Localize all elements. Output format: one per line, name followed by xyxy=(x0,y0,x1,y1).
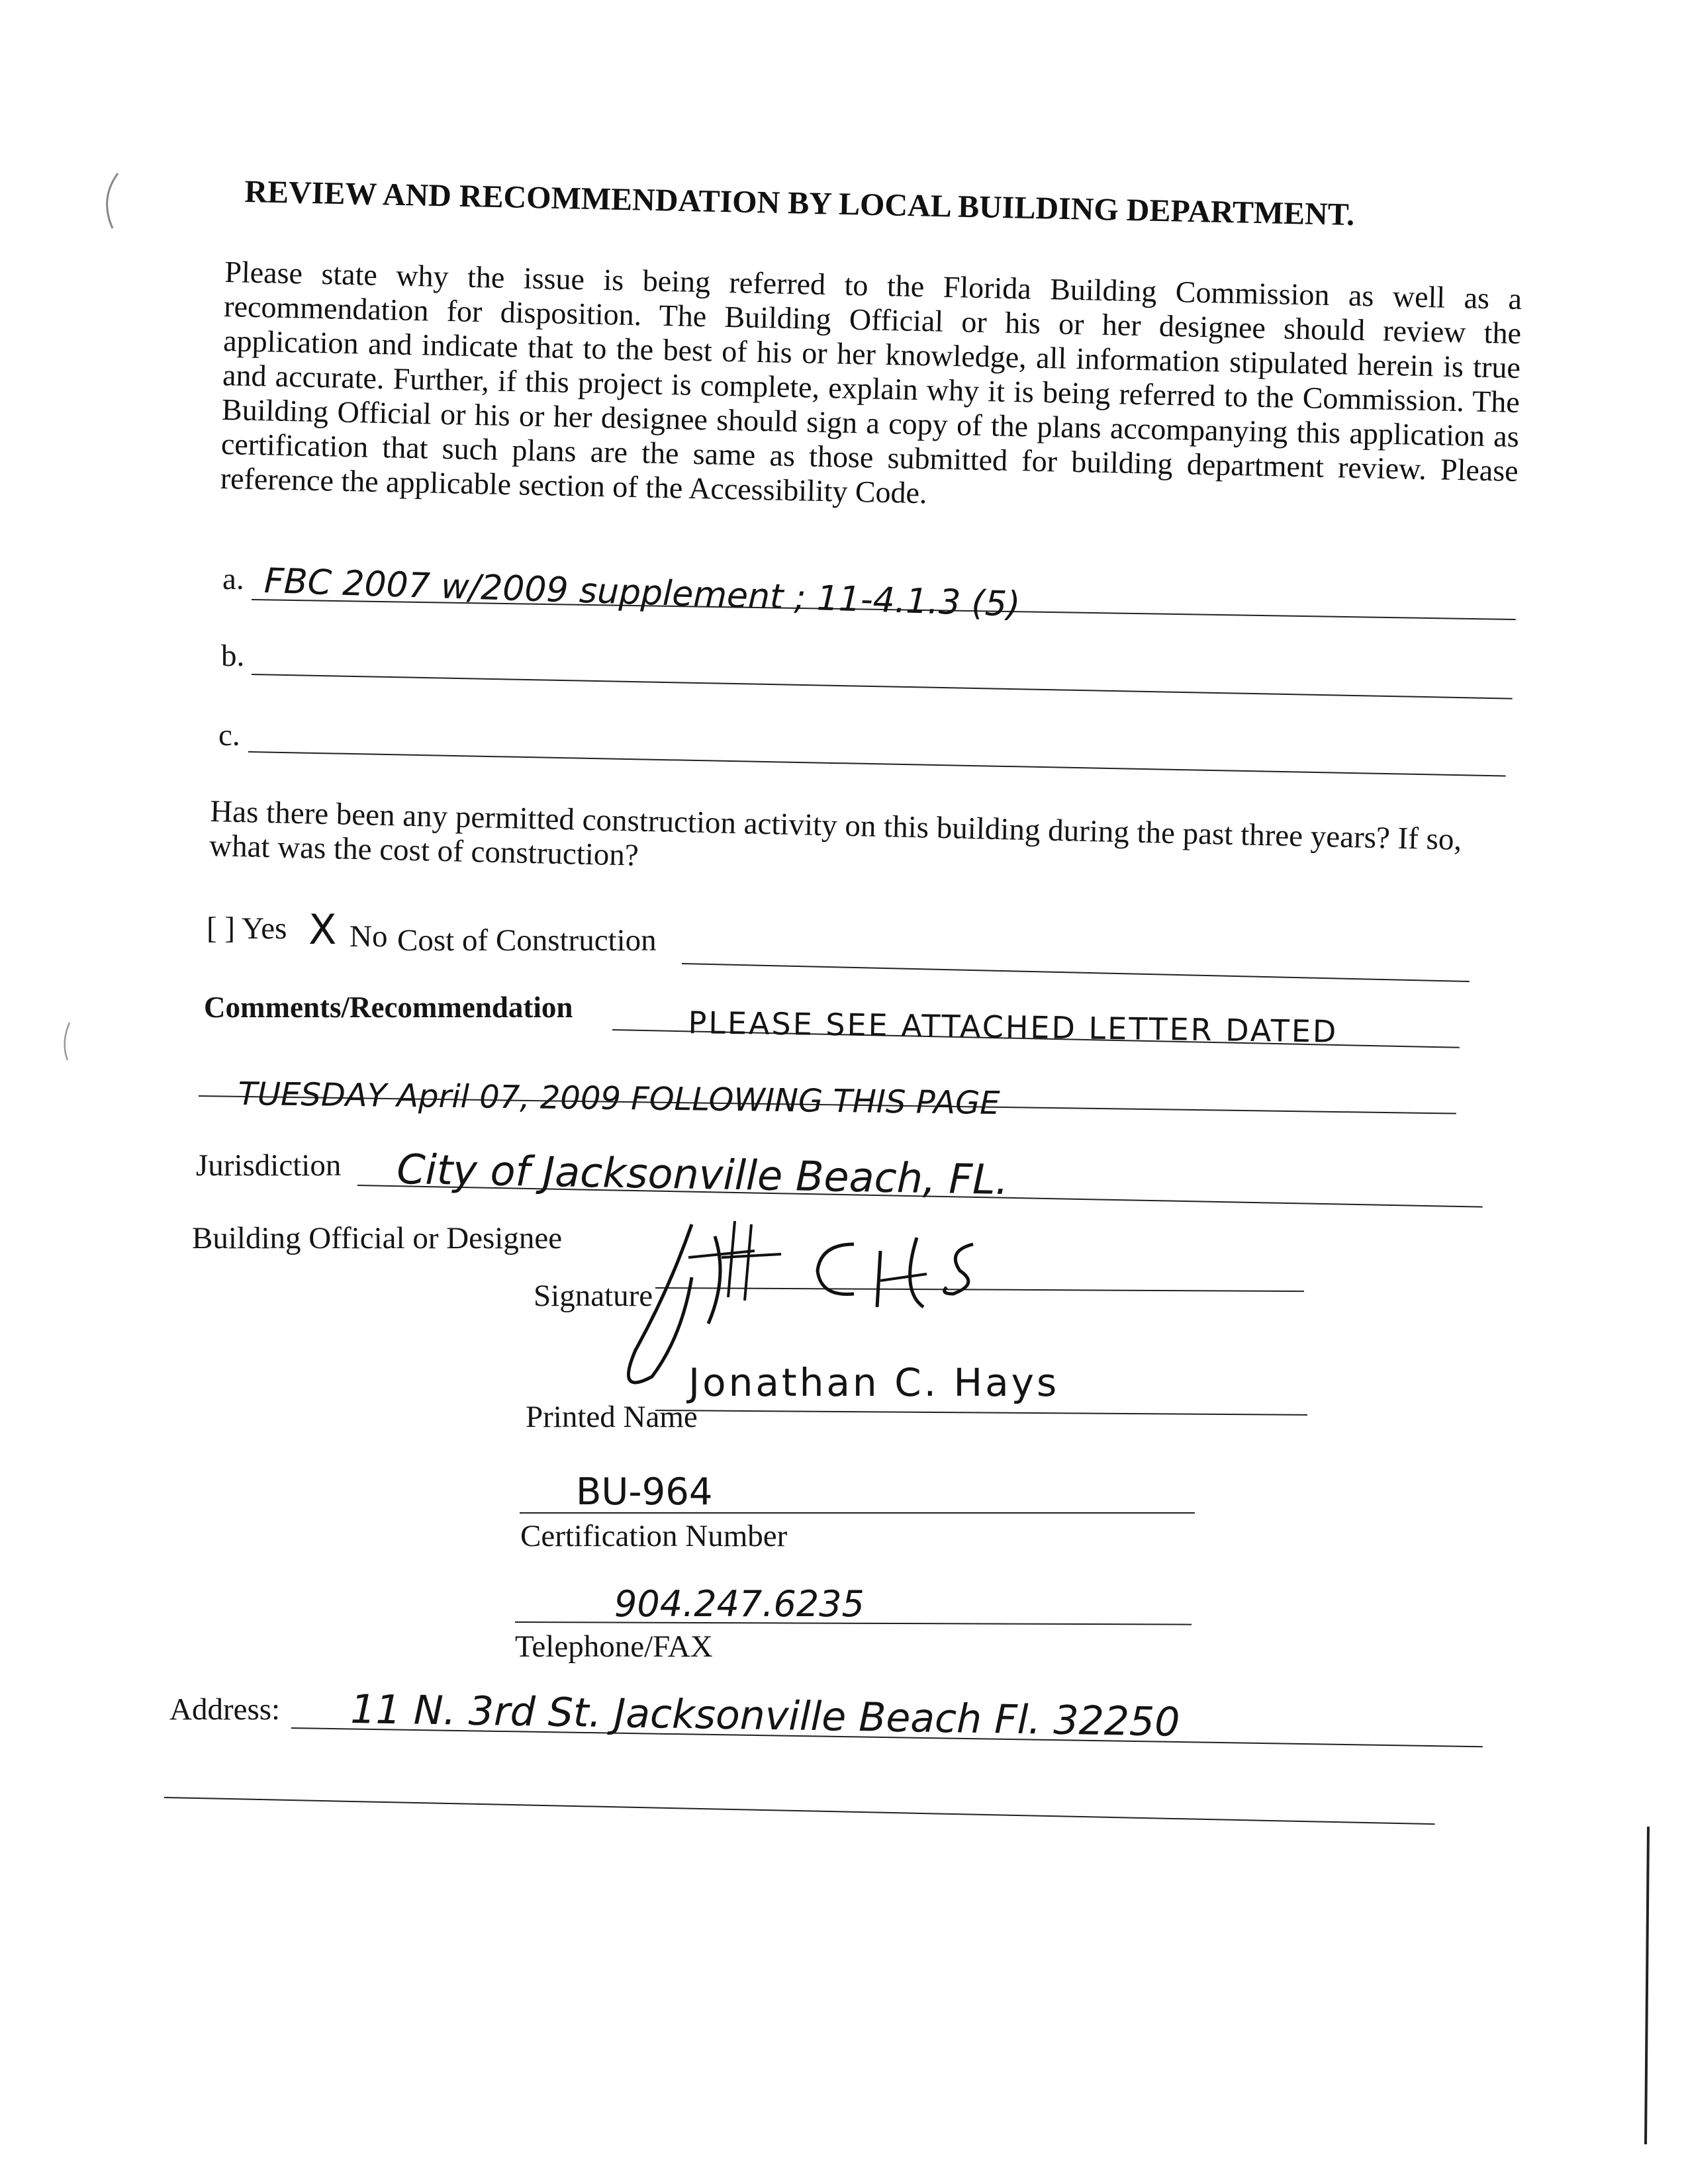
cert-number-value[interactable]: BU-964 xyxy=(576,1471,713,1514)
comments-label: Comments/Recommendation xyxy=(204,991,573,1024)
cert-number-label: Certification Number xyxy=(520,1519,788,1553)
signature-label: Signature xyxy=(534,1279,653,1313)
no-option[interactable]: No xyxy=(350,919,388,954)
address-value[interactable]: 11 N. 3rd St. Jacksonville Beach Fl. 32250 xyxy=(350,1686,1180,1746)
cost-label: Cost of Construction xyxy=(397,923,657,958)
phone-label: Telephone/FAX xyxy=(515,1629,713,1664)
no-checkmark[interactable]: X xyxy=(308,905,337,954)
construction-question: Has there been any permitted construction activity on this building during the past three years? If so, what was the cost of construction? xyxy=(209,794,1462,873)
address-label: Address: xyxy=(169,1692,281,1727)
item-b-label: b. xyxy=(221,639,245,673)
jurisdiction-label: Jurisdiction xyxy=(196,1148,342,1183)
printed-name-value[interactable]: Jonathan C. Hays xyxy=(688,1360,1060,1405)
comments-value-line2[interactable]: TUESDAY April 07, 2009 FOLLOWING THIS PAGE xyxy=(238,1075,1000,1122)
item-a-label: a. xyxy=(222,562,244,596)
official-label: Building Official or Designee xyxy=(192,1221,563,1255)
yes-option[interactable]: [ ] Yes xyxy=(207,911,287,946)
phone-value[interactable]: 904.247.6235 xyxy=(614,1583,865,1625)
instructions-text: Please state why the issue is being referred to the Florida Building Commission as well as a recommendation for disposition. The Building Official or his or her designee should review the application and indicate that to the best of his or her knowledge, all information stipulated herein is true and accurate. Further, if this project is complete, explain why it is being referred to the Commission. The Building Official or his or her designee should sign a copy of the plans accompanying this application as certification that such plans are the same as those submitted for building department review. Please reference the applicable section of the Accessibility Code. xyxy=(220,255,1523,510)
printed-name-label: Printed Name xyxy=(526,1400,698,1434)
jurisdiction-value[interactable]: City of Jacksonville Beach, FL. xyxy=(396,1145,1009,1205)
comments-value-line1[interactable]: PLEASE SEE ATTACHED LETTER DATED xyxy=(688,1005,1338,1050)
item-a-value[interactable]: FBC 2007 w/2009 supplement ; 11-4.1.3 (5) xyxy=(263,561,1021,625)
form-title: REVIEW AND RECOMMENDATION BY LOCAL BUILDING DEPARTMENT. xyxy=(244,173,1355,233)
item-c-label: c. xyxy=(218,718,240,752)
